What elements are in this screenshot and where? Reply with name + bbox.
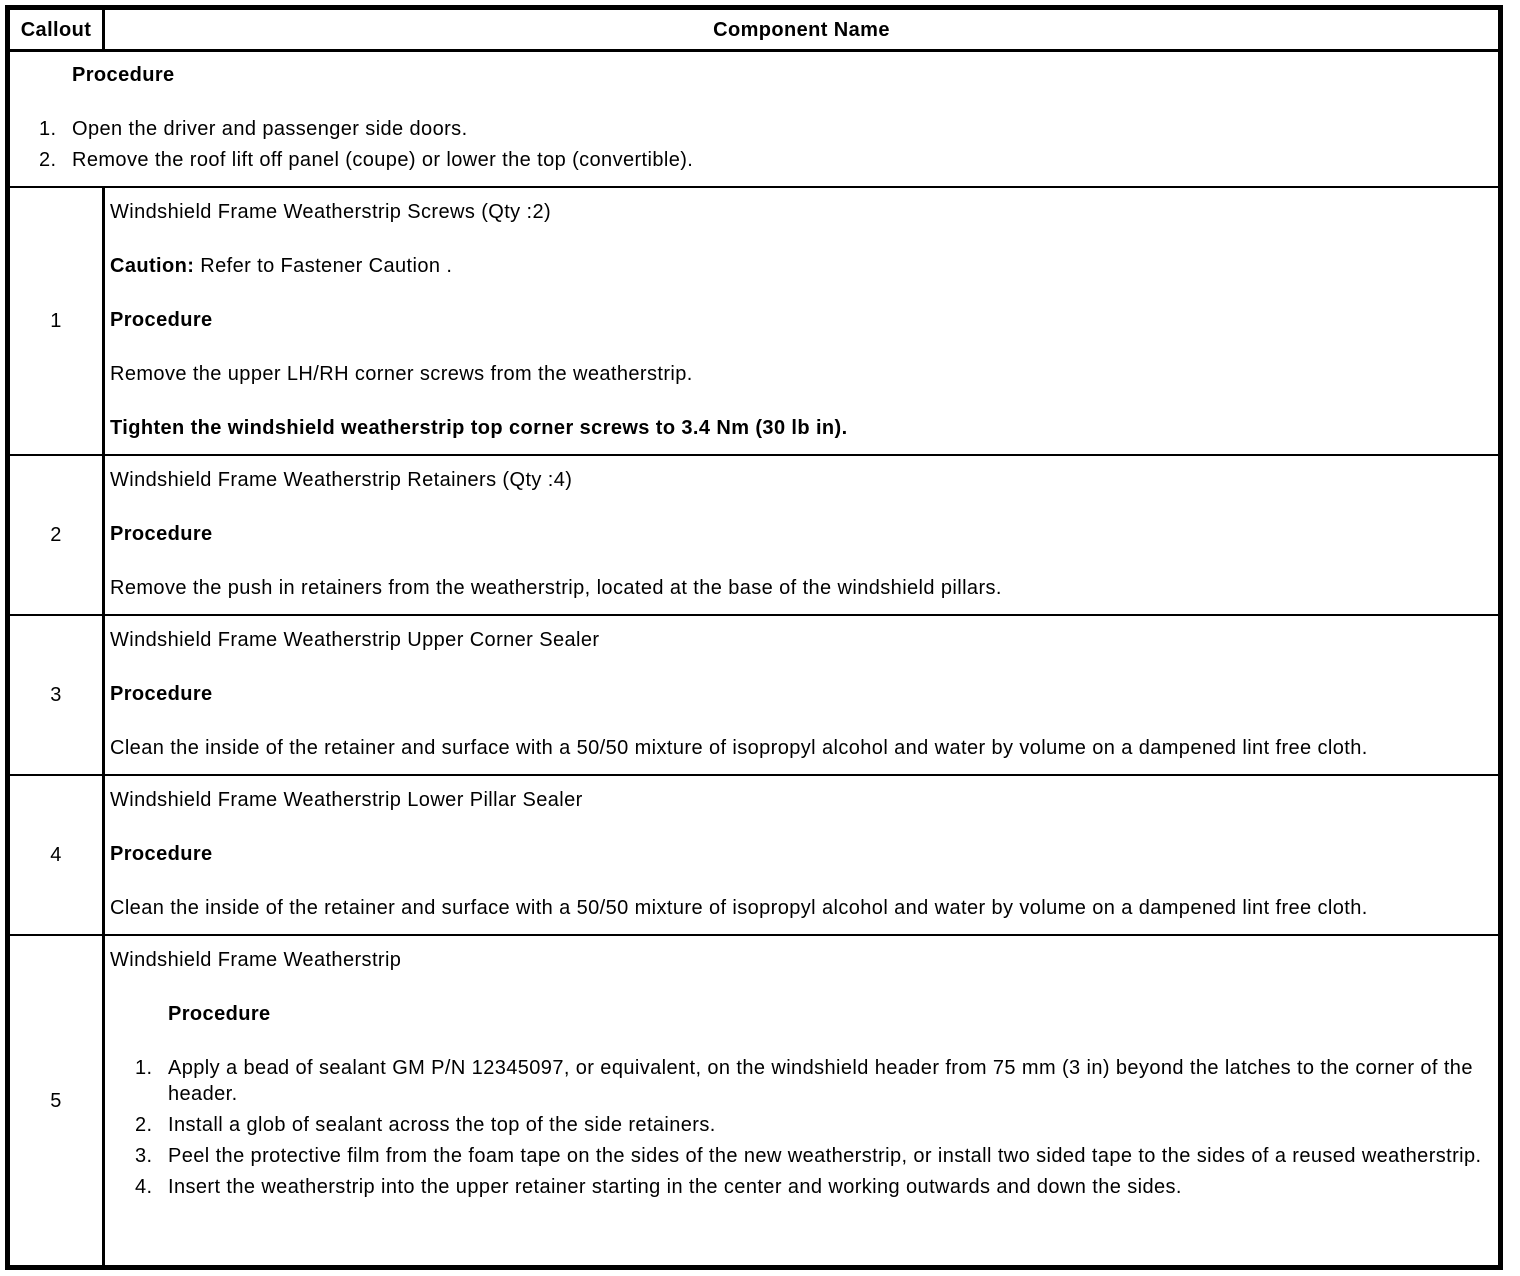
table-row	[10, 936, 1498, 1265]
intro-procedure-row	[10, 52, 1498, 188]
procedure-step-item	[135, 1143, 1492, 1169]
caution-label: Caution:	[110, 255, 195, 277]
intro-procedure-step-item	[39, 116, 1492, 142]
callout-cell: 1	[10, 188, 105, 454]
table-row	[10, 616, 1498, 776]
callout-cell: 2	[10, 456, 105, 614]
component-name-text: Windshield Frame Weatherstrip Lower Pillar Sealer	[110, 789, 583, 811]
procedure-label: Procedure	[110, 309, 213, 331]
procedure-step-item	[135, 1055, 1492, 1107]
component-cell	[105, 188, 1498, 454]
intro-step-text: Open the driver and passenger side doors.	[72, 118, 468, 140]
component-name-text: Windshield Frame Weatherstrip	[110, 949, 402, 971]
intro-step-text: Remove the roof lift off panel (coupe) or lower the top (convertible).	[72, 149, 694, 171]
callout-cell: 5	[10, 936, 105, 1265]
table-row	[10, 776, 1498, 936]
intro-procedure-steps-list	[14, 116, 1492, 173]
instruction-text: Remove the push in retainers from the weatherstrip, located at the base of the windshield pillars.	[110, 577, 1002, 599]
table-row	[10, 188, 1498, 456]
instruction-text: Clean the inside of the retainer and surface with a 50/50 mixture of isopropyl alcohol and water by volume on a dampened lint free cloth.	[110, 737, 1368, 759]
component-cell	[105, 616, 1498, 774]
component-name-text: Windshield Frame Weatherstrip Retainers (Qty :4)	[110, 469, 573, 491]
procedure-label: Procedure	[110, 843, 213, 865]
table-header-row	[10, 10, 1498, 52]
procedure-step-item	[135, 1112, 1492, 1138]
component-cell	[105, 456, 1498, 614]
procedure-steps-list	[110, 1055, 1492, 1200]
caution-line	[110, 253, 1492, 279]
instruction-text: Clean the inside of the retainer and surface with a 50/50 mixture of isopropyl alcohol and water by volume on a dampened lint free cloth.	[110, 897, 1368, 919]
procedure-step-text: Insert the weatherstrip into the upper retainer starting in the center and working outwards and down the sides.	[168, 1176, 1182, 1198]
callout-cell: 3	[10, 616, 105, 774]
procedure-step-text: Install a glob of sealant across the top of the side retainers.	[168, 1114, 716, 1136]
callout-column-header: Callout	[10, 10, 105, 49]
component-cell	[105, 936, 1498, 1265]
intro-procedure-step-item	[39, 147, 1492, 173]
instruction-text: Remove the upper LH/RH corner screws from the weatherstrip.	[110, 363, 693, 385]
procedure-label: Procedure	[110, 683, 213, 705]
intro-procedure-heading: Procedure	[72, 64, 175, 86]
table-row	[10, 456, 1498, 616]
procedure-label: Procedure	[110, 523, 213, 545]
component-name-text: Windshield Frame Weatherstrip Screws (Qty :2)	[110, 201, 552, 223]
component-name-column-header: Component Name	[713, 19, 890, 41]
procedure-step-text: Peel the protective film from the foam tape on the sides of the new weatherstrip, or install two sided tape to the sides of a reused weatherstrip.	[168, 1145, 1482, 1167]
callout-component-table	[5, 5, 1503, 1270]
callout-cell: 4	[10, 776, 105, 934]
procedure-step-item	[135, 1174, 1492, 1200]
procedure-step-text: Apply a bead of sealant GM P/N 12345097, or equivalent, on the windshield header from 75 mm (3 in) beyond the latches to the corner of the header.	[168, 1057, 1473, 1105]
torque-spec-text: Tighten the windshield weatherstrip top corner screws to 3.4 Nm (30 lb in).	[110, 417, 848, 439]
component-cell	[105, 776, 1498, 934]
caution-text: Refer to Fastener Caution .	[194, 255, 453, 277]
procedure-label: Procedure	[168, 1003, 271, 1025]
component-name-text: Windshield Frame Weatherstrip Upper Corner Sealer	[110, 629, 600, 651]
